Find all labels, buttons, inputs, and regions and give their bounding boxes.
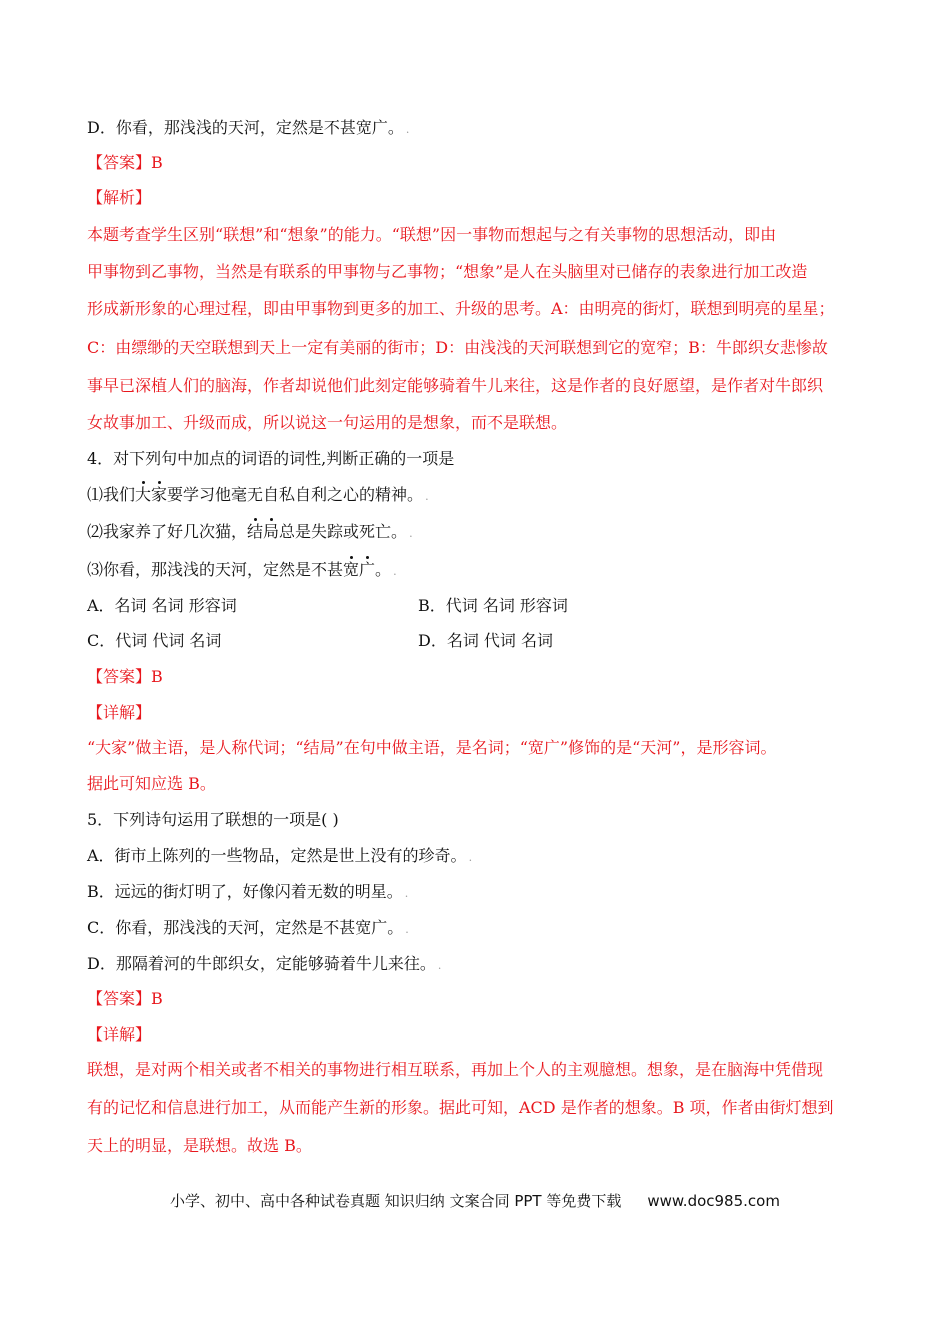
question-4-sentence-2: ⑵我家养了好几次猫，结局总是失踪或死亡。 . [87,522,413,541]
page-footer [0,1190,950,1211]
detail-line: 有的记忆和信息进行加工，从而能产生新的形象。据此可知，ACD 是作者的想象。B 项，作者由街灯想到 [87,1098,834,1117]
detail-line: 天上的明显，是联想。故选 B。 [87,1136,312,1155]
dotted-char: 局 [263,522,280,541]
question-4-sentence-3: ⑶你看，那浅浅的天河，定然是不甚宽广。 . [87,560,397,579]
question-4-detail-label: 【详解】 [87,703,152,722]
question-5-stem: 5．下列诗句运用了联想的一项是( ) [87,810,339,829]
question-4-option-a: A．名词 名词 形容词 [87,596,237,615]
question-5-detail-label: 【详解】 [87,1025,152,1044]
detail-line: 联想，是对两个相关或者不相关的事物进行相互联系，再加上个人的主观臆想。想象，是在脑海中凭借现 [87,1060,824,1079]
footer-site-link[interactable]: www.doc985.com [647,1192,780,1210]
analysis-label: 【解析】 [87,188,152,207]
detail-line: “大家”做主语，是人称代词；“结局”在句中做主语，是名词；“宽广”修饰的是“天河”，是形容词。 [87,738,777,757]
question-5-option-a: A．街市上陈列的一些物品，定然是世上没有的珍奇。 . [87,846,473,865]
analysis-line: C：由缥缈的天空联想到天上一定有美丽的街市；D：由浅浅的天河联想到它的宽窄；B：牛郎织女悲惨故 [87,338,828,357]
question-4-answer: 【答案】B [87,667,163,686]
dotted-char: 家 [151,485,168,504]
dotted-char: 宽 [343,560,360,579]
question-5-option-d: D．那隔着河的牛郎织女，定能够骑着牛儿来往。 . [87,954,442,973]
analysis-line: 女故事加工、升级而成，所以说这一句运用的是想象，而不是联想。 [87,413,568,432]
question-5-answer: 【答案】B [87,989,163,1008]
analysis-line: 形成新形象的心理过程，即由甲事物到更多的加工、升级的思考。A：由明亮的街灯，联想到明亮的星星； [87,299,835,318]
detail-line: 据此可知应选 B。 [87,774,216,793]
answer-line-prev: 【答案】B [87,153,163,172]
option-d-prev: D．你看，那浅浅的天河，定然是不甚宽广。 . [87,118,410,137]
footer-text: 小学、初中、高中各种试卷真题 知识归纳 文案合同 PPT 等免费下载 [170,1192,622,1210]
question-4-stem: 4．对下列句中加点的词语的词性,判断正确的一项是 [87,449,455,468]
question-4-option-b: B．代词 名词 形容词 [418,596,568,615]
question-4-option-c: C．代词 代词 名词 [87,631,222,650]
analysis-line: 本题考查学生区别“联想”和“想象”的能力。“联想”因一事物而想起与之有关事物的思想活动，即由 [87,225,777,244]
dotted-char: 广 [359,560,376,579]
analysis-line: 甲事物到乙事物，当然是有联系的甲事物与乙事物；“想象”是人在头脑里对已储存的表象进行加工改造 [87,262,808,281]
dotted-char: 大 [135,485,152,504]
question-4-option-d: D．名词 代词 名词 [418,631,554,650]
question-5-option-b: B．远远的街灯明了，好像闪着无数的明星。 . [87,882,409,901]
question-4-sentence-1: ⑴我们大家要学习他毫无自私自利之心的精神。 . [87,485,429,504]
analysis-line: 事早已深植人们的脑海，作者却说他们此刻定能够骑着牛儿来往，这是作者的良好愿望，是作者对牛郎织 [87,376,824,395]
question-5-option-c: C．你看，那浅浅的天河，定然是不甚宽广。 . [87,918,409,937]
dotted-char: 结 [247,522,264,541]
